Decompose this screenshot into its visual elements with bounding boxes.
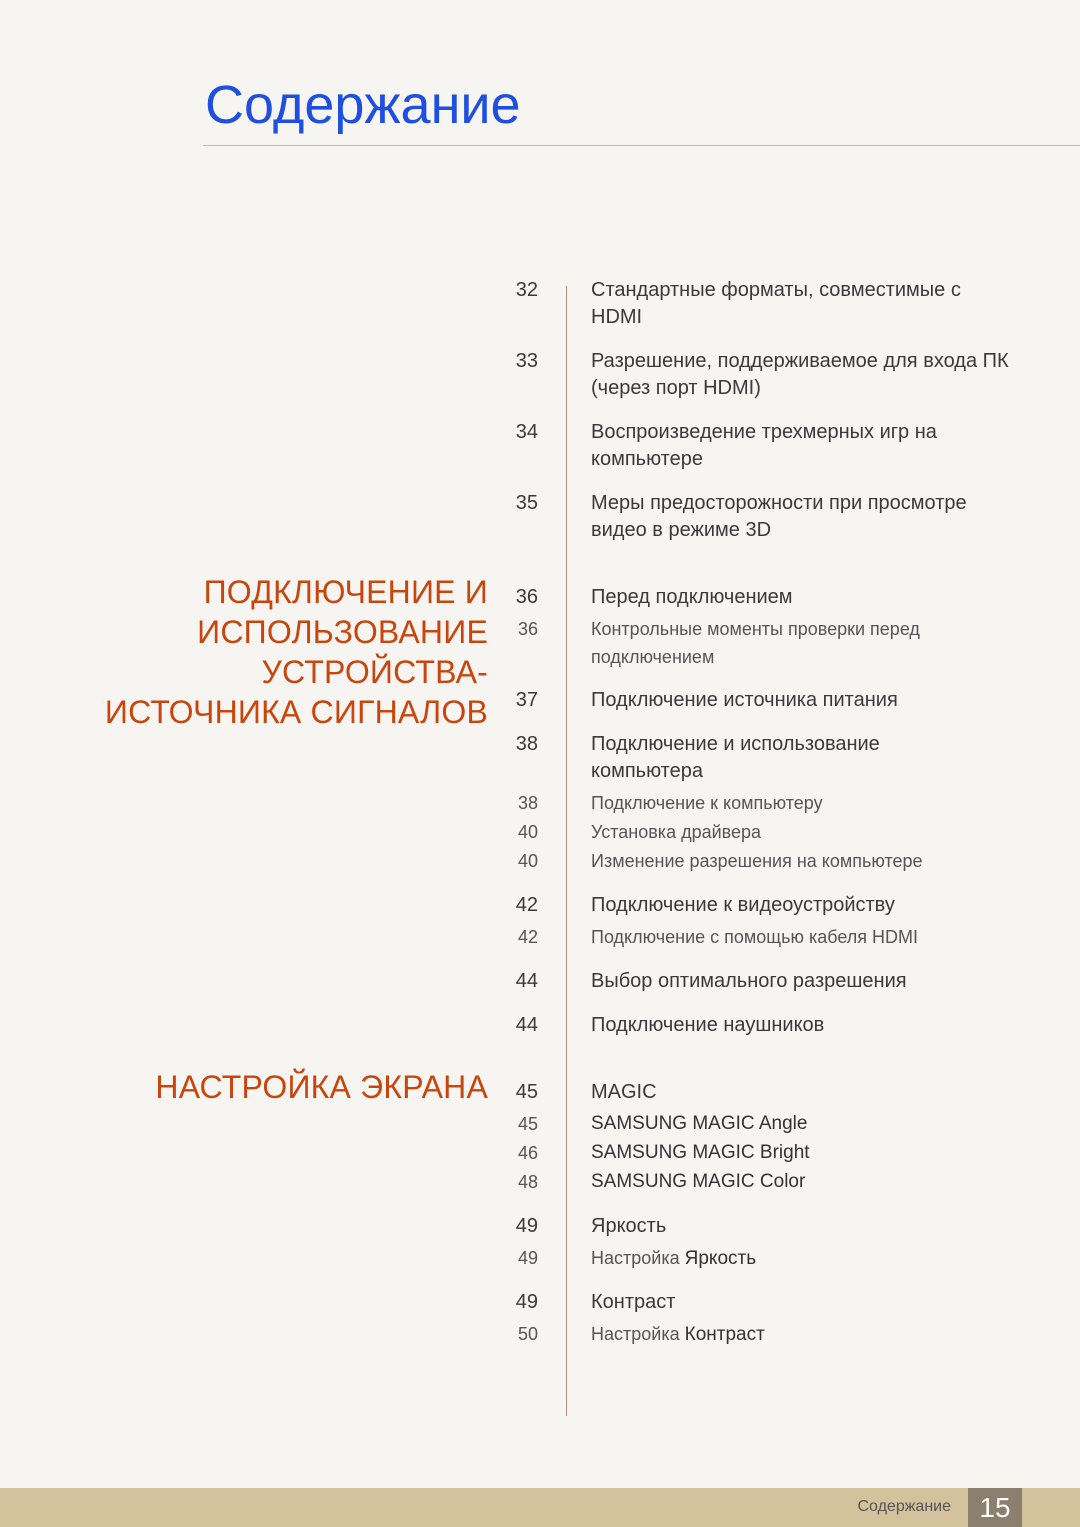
toc-entry-text: Воспроизведение трехмерных игр на компьютере xyxy=(591,421,937,470)
toc-page-number: 50 xyxy=(517,1324,538,1344)
toc-entry-text: Разрешение, поддерживаемое для входа ПК (через порт HDMI) xyxy=(591,350,1009,399)
footer-section-label: Содержание xyxy=(857,1498,951,1515)
toc-entry-text: Стандартные форматы, совместимые с HDMI xyxy=(591,279,961,328)
toc-entry-text: Подключение наушников xyxy=(591,1014,825,1036)
toc-entry-text: SAMSUNG MAGIC Angle xyxy=(591,1113,808,1134)
toc-page-number: 37 xyxy=(515,689,538,711)
toc-page-number: 40 xyxy=(517,851,538,871)
toc-entry-prefix: Настройка xyxy=(591,1248,680,1268)
toc-page-number: 46 xyxy=(517,1143,538,1163)
toc-entry-text: Перед подключением xyxy=(591,586,793,608)
toc-entry-emphasis: Контраст xyxy=(684,1324,765,1345)
toc-entry-text: Меры предосторожности при просмотре видео в режиме 3D xyxy=(591,492,967,541)
toc-entry-text: Подключение источника питания xyxy=(591,689,898,711)
toc-entry-text: SAMSUNG MAGIC Bright xyxy=(591,1142,810,1163)
toc-entry-text: Яркость xyxy=(591,1215,667,1237)
toc-entry-emphasis: Яркость xyxy=(684,1248,757,1269)
toc-page-number: 36 xyxy=(515,586,538,608)
page-title: Содержание xyxy=(205,75,521,135)
toc-page-number: 45 xyxy=(515,1081,538,1103)
toc-page-number: 42 xyxy=(517,927,538,947)
title-divider xyxy=(203,145,1080,146)
toc-page-number: 44 xyxy=(515,1014,538,1036)
toc-vertical-divider xyxy=(566,286,567,1416)
page-footer xyxy=(0,1488,1080,1527)
page-number-badge: 15 xyxy=(968,1488,1022,1527)
toc-page-number: 49 xyxy=(515,1215,538,1237)
toc-page-number: 34 xyxy=(515,421,538,443)
toc-entry-text: Контраст xyxy=(591,1291,676,1313)
toc-page-number: 45 xyxy=(517,1114,538,1134)
toc-entry-text: MAGIC xyxy=(591,1081,657,1103)
toc-page-number: 38 xyxy=(517,793,538,813)
toc-entry-text: Подключение с помощью кабеля HDMI xyxy=(591,927,919,947)
toc-entry-text xyxy=(591,1244,1011,1273)
toc-entry-text: Выбор оптимального разрешения xyxy=(591,970,907,992)
toc-page-number: 49 xyxy=(517,1248,538,1268)
toc-page-number: 48 xyxy=(517,1172,538,1192)
toc-entry-text: SAMSUNG MAGIC Color xyxy=(591,1171,806,1192)
toc-page-number: 42 xyxy=(515,894,538,916)
toc-page-number: 36 xyxy=(517,619,538,639)
toc-page-number: 38 xyxy=(515,733,538,755)
toc-entry-text: Подключение к видеоустройству xyxy=(591,894,895,916)
toc-entry-prefix: Настройка xyxy=(591,1324,680,1344)
toc-entry-text: Контрольные моменты проверки перед подключением xyxy=(591,619,920,667)
toc-entry-text: Изменение разрешения на компьютере xyxy=(591,851,923,871)
toc-page-number: 49 xyxy=(515,1291,538,1313)
toc-entry-text xyxy=(591,1320,1011,1349)
toc-entry-text: Подключение к компьютеру xyxy=(591,793,823,813)
toc-entry-text: Установка драйвера xyxy=(591,822,762,842)
section-heading-screen-setup: НАСТРОЙКА ЭКРАНА xyxy=(155,1069,488,1105)
toc-page-number: 35 xyxy=(515,492,538,514)
toc-page-number: 33 xyxy=(515,350,538,372)
toc-entry-text: Подключение и использование компьютера xyxy=(591,733,880,782)
toc-page-number: 32 xyxy=(515,279,538,301)
toc-page-number: 40 xyxy=(517,822,538,842)
section-heading-connection: ПОДКЛЮЧЕНИЕ И ИСПОЛЬЗОВАНИЕ УСТРОЙСТВА-ИСТОЧНИКА СИГНАЛОВ xyxy=(104,574,488,730)
toc-page-number: 44 xyxy=(515,970,538,992)
